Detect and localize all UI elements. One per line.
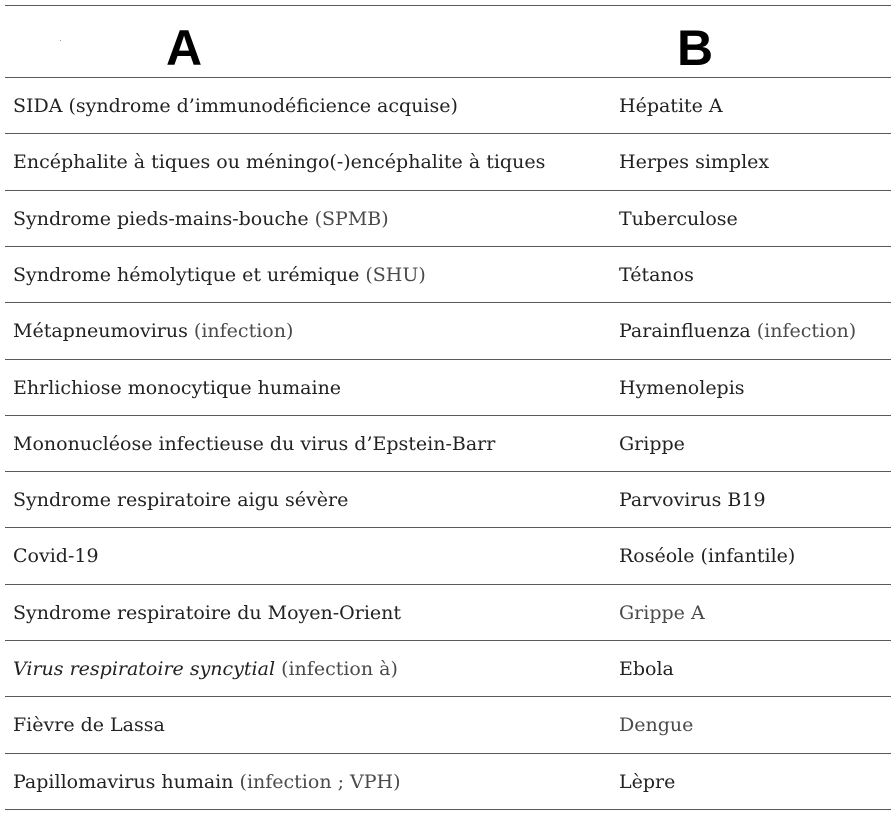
- cell-text: (infection): [756, 320, 857, 342]
- cell-text: Mononucléose infectieuse du virus d’Epstein-Barr: [13, 433, 496, 455]
- cell-a: [13, 697, 165, 753]
- cell-text: Syndrome respiratoire du Moyen-Orient: [13, 602, 402, 624]
- cell-text: Tuberculose: [619, 208, 738, 230]
- cell-a: [13, 528, 99, 584]
- cell-text: Parainfluenza: [619, 320, 757, 342]
- cell-b: [619, 416, 685, 472]
- cell-text: Ebola: [619, 658, 674, 680]
- cell-text: Syndrome pieds-mains-bouche: [13, 208, 315, 230]
- cell-b: [619, 191, 738, 247]
- cell-text: Syndrome respiratoire aigu sévère: [13, 489, 349, 511]
- cell-b: [619, 641, 674, 697]
- scan-speck: [60, 40, 61, 41]
- cell-text: Herpes simplex: [619, 151, 770, 173]
- table-row: [0, 78, 896, 134]
- table-row: [0, 754, 896, 810]
- cell-a: [13, 134, 545, 190]
- cell-a: [13, 416, 495, 472]
- cell-a: [13, 472, 348, 528]
- cell-text: Papillomavirus humain: [13, 771, 240, 793]
- cell-b: [619, 472, 766, 528]
- cell-text: (SHU): [365, 264, 426, 286]
- column-header-a: A: [166, 20, 203, 76]
- cell-a: [13, 191, 389, 247]
- table-row: [0, 303, 896, 359]
- table-top-rule: [5, 5, 891, 6]
- cell-a: [13, 247, 426, 303]
- cell-b: [619, 585, 705, 641]
- cell-text: Lèpre: [619, 771, 676, 793]
- cell-text: Tétanos: [619, 264, 694, 286]
- cell-text: Hépatite A: [619, 95, 723, 117]
- cell-text: Ehrlichiose monocytique humaine: [13, 377, 342, 399]
- cell-text: (SPMB): [314, 208, 389, 230]
- table-row: [0, 191, 896, 247]
- table-row: [0, 641, 896, 697]
- table-row: [0, 528, 896, 584]
- cell-text: (infection ; VPH): [239, 771, 401, 793]
- cell-text: Grippe: [619, 433, 685, 455]
- row-rule: [5, 809, 891, 810]
- cell-a: [13, 585, 401, 641]
- table-row: [0, 585, 896, 641]
- cell-b: [619, 697, 693, 753]
- cell-b: [619, 78, 723, 134]
- cell-b: [619, 134, 769, 190]
- cell-text: (infection): [193, 320, 294, 342]
- cell-b: [619, 754, 675, 810]
- cell-a: [13, 78, 458, 134]
- cell-text: Dengue: [619, 714, 694, 736]
- cell-text: Fièvre de Lassa: [13, 714, 165, 736]
- cell-b: [619, 360, 745, 416]
- cell-text: Virus respiratoire syncytial: [13, 658, 276, 680]
- cell-text: Roséole (infantile): [619, 545, 796, 567]
- cell-a: [13, 641, 398, 697]
- cell-text: SIDA (syndrome d’immunodéficience acquise): [13, 95, 458, 117]
- cell-text: Métapneumovirus: [13, 320, 194, 342]
- cell-text: Hymenolepis: [619, 377, 745, 399]
- table-row: [0, 360, 896, 416]
- cell-b: [619, 528, 795, 584]
- cell-text: Encéphalite à tiques ou méningo(-)encéphalite à tiques: [13, 151, 546, 173]
- table-row: [0, 247, 896, 303]
- table-row: [0, 472, 896, 528]
- cell-a: [13, 360, 341, 416]
- cell-b: [619, 247, 694, 303]
- cell-text: Grippe A: [619, 602, 705, 624]
- table-row: [0, 416, 896, 472]
- cell-a: [13, 754, 401, 810]
- cell-text: Syndrome hémolytique et urémique: [13, 264, 366, 286]
- table-row: [0, 134, 896, 190]
- cell-text: Parvovirus B19: [619, 489, 766, 511]
- cell-a: [13, 303, 293, 359]
- cell-text: Covid-19: [13, 545, 99, 567]
- cell-text: (infection à): [275, 658, 398, 680]
- column-header-b: B: [677, 20, 714, 76]
- cell-b: [619, 303, 856, 359]
- table-row: [0, 697, 896, 753]
